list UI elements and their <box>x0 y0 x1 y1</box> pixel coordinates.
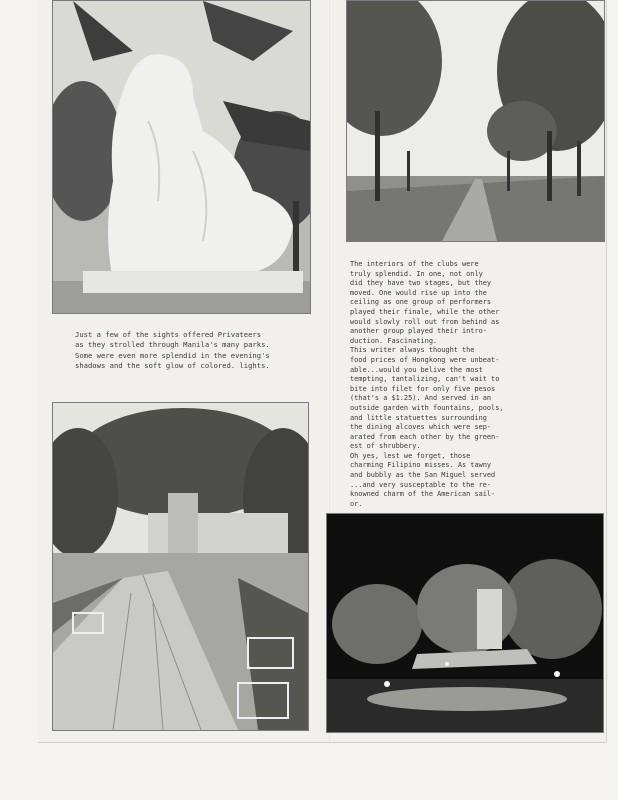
article-line: duction. Fascinating. <box>350 336 438 345</box>
photo-avenue <box>346 0 605 242</box>
article-line: tempting, tantalizing, can't wait to <box>350 375 500 384</box>
caption-line: Just a few of the sights offered Privateers <box>75 330 262 339</box>
article-line: able...would you belive the most <box>350 365 483 374</box>
article-line: played their finale, while the other <box>350 307 500 316</box>
article-line: truly splendid. In one, not only <box>350 269 483 278</box>
article-line: (that's a $1.25). And served in an <box>350 394 492 403</box>
photo-night-garden <box>326 513 604 733</box>
article-line: The interiors of the clubs were <box>350 260 479 268</box>
article-line: the dining alcoves which were sep- <box>350 423 492 432</box>
article-line: knowned charm of the American sail- <box>350 490 496 499</box>
article-line: arated from each other by the green- <box>350 432 500 441</box>
article-text <box>350 260 600 509</box>
article-line: bite into filet for only five pesos <box>350 384 496 393</box>
article-line: ...and very susceptable to the re- <box>350 480 492 489</box>
article-line: This writer always thought the <box>350 346 475 355</box>
article-line: or. <box>350 499 363 508</box>
photo-park-benches <box>52 402 309 731</box>
caption-line: shadows and the soft glow of colored. lights. <box>75 361 270 371</box>
article-line: est of shrubbery. <box>350 442 421 451</box>
photo-statue <box>52 0 311 314</box>
article-line: another group played their intro- <box>350 327 487 336</box>
article-line: charming Filipino misses. As tawny <box>350 461 492 470</box>
caption-line: Some were even more splendid in the evening's <box>75 350 270 360</box>
photo-caption <box>75 330 315 372</box>
article-line: moved. One would rise up into the <box>350 288 487 297</box>
article-line: did they have two stages, but they <box>350 279 492 288</box>
article-line: would slowly roll out from behind as <box>350 317 500 326</box>
article-line: and bubbly as the San Miguel served <box>350 471 496 480</box>
caption-line: as they strolled through Manila's many parks. <box>75 340 270 350</box>
article-line: and little statuettes surrounding <box>350 413 487 422</box>
article-line: ceiling as one group of performers <box>350 298 492 307</box>
article-line: Oh yes, lest we forget, those <box>350 451 471 460</box>
article-line: outside garden with fountains, pools, <box>350 403 504 412</box>
article-line: food prices of Hongkong were unbeat- <box>350 355 500 364</box>
